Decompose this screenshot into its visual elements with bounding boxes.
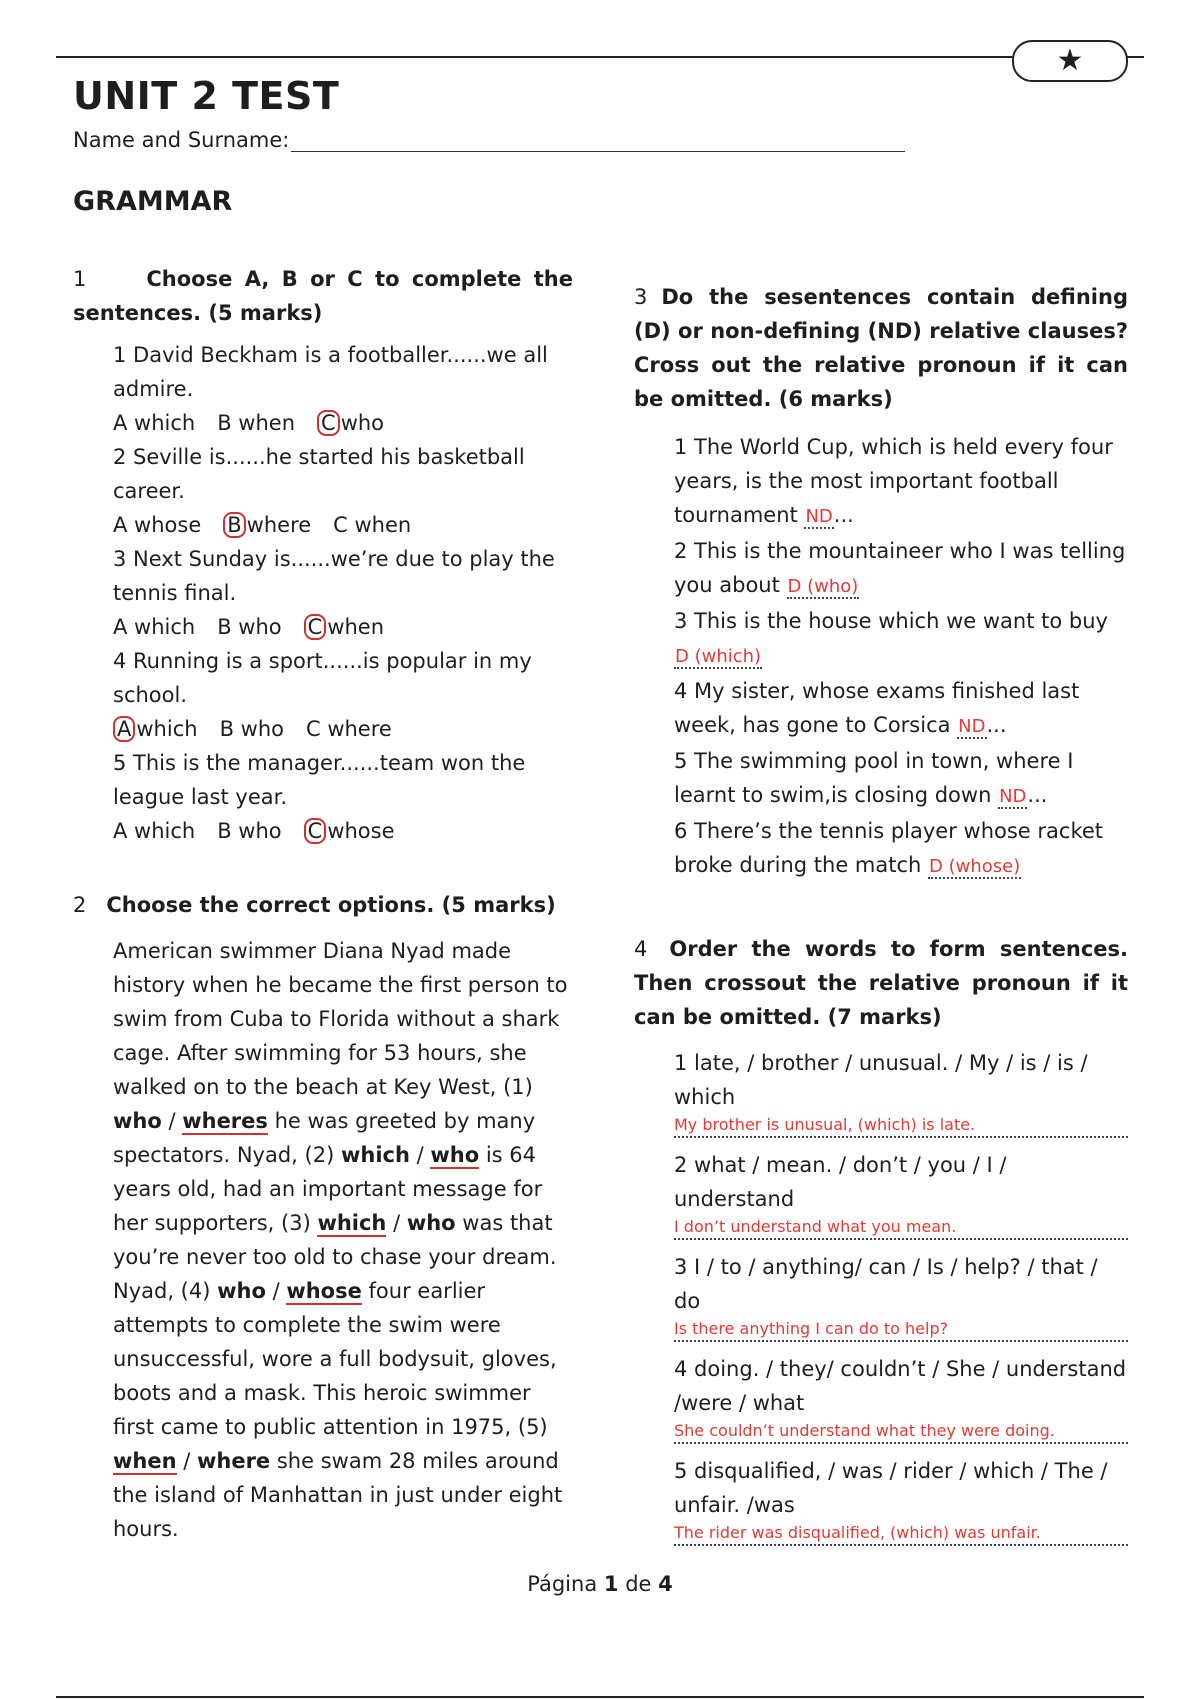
exercise-3-heading (634, 280, 1128, 416)
name-label: Name and Surname: (73, 128, 290, 152)
exercise-number: 1 (73, 267, 87, 291)
exercise-2-passage (73, 934, 573, 1546)
exercise-4-body (634, 1046, 1128, 1546)
option-a[interactable]: A which (113, 615, 196, 639)
option[interactable]: who (406, 1211, 456, 1235)
option-a[interactable]: A which (113, 819, 196, 843)
exercise-number: 2 (73, 893, 87, 917)
star-icon: ★ (1012, 40, 1128, 82)
selected-option[interactable]: whose (286, 1279, 362, 1303)
option-a[interactable]: A which (113, 411, 196, 435)
answer-field[interactable]: ND (805, 506, 833, 527)
sentence-item: 3 This is the house which we want to buy D (which) (674, 609, 1108, 667)
options-row (113, 712, 573, 746)
exercise-4-heading (634, 932, 1128, 1034)
option[interactable]: where (196, 1449, 271, 1473)
answer-line[interactable]: The rider was disqualified, (which) was unfair. (674, 1522, 1128, 1546)
word-prompt: 3 I / to / anything/ can / Is / help? / that / do (674, 1255, 1098, 1313)
exercise-2-heading (73, 888, 573, 922)
selected-option[interactable]: which (317, 1211, 387, 1235)
answer-circle-mark: B (223, 512, 245, 538)
sentence-item: 6 There’s the tennis player whose racket broke during the match D (whose) (674, 819, 1104, 877)
bottom-rule (56, 1696, 1144, 1698)
passage-text: American swimmer Diana Nyad made history when he became the first person to swim from Cuba to Florida without a shark cage. After swimming for 53 hours, she walked on to the beach at Key West, (1) who / wheres he was greeted by many spectators. Nyad, (2) which / who is 64 years old, had an important message for her supporters, (3) which / who was that you’re never too old to chase your dream. Nyad, (4) who / whose four earlier attempts to complete the swim were unsuccessful, wore a full bodysuit, gloves, boots and a mask. This heroic swimmer first came to public attention in 1975, (5) when / where she swam 28 miles around the island of Manhattan in just under eight hours. (113, 939, 568, 1541)
option-b[interactable]: B where (223, 508, 311, 542)
exercise-instruction: Do the sesentences contain defining (D) or non-defining (ND) relative clauses? Cross out the relative pronoun if it can be omitted. (6 marks) (634, 285, 1128, 411)
answer-line[interactable]: My brother is unusual, (which) is late. (674, 1114, 1128, 1138)
name-surname-row (73, 128, 905, 152)
sentence-item: 4 My sister, whose exams finished last week, has gone to Corsica ND... (674, 679, 1080, 737)
word-prompt: 5 disqualified, / was / rider / which / The / unfair. /was (674, 1459, 1108, 1517)
word-prompt: 2 what / mean. / don’t / you / I / understand (674, 1153, 1007, 1211)
exercise-1-heading (73, 262, 573, 330)
selected-option[interactable]: who (430, 1143, 480, 1167)
option-c[interactable]: C whose (304, 814, 395, 848)
page-number: Página 1 de 4 (527, 1572, 673, 1596)
exercise-1-body (73, 338, 573, 848)
option-b[interactable]: B who (217, 819, 282, 843)
answer-circle-mark: A (113, 716, 135, 742)
name-input-line[interactable] (291, 131, 905, 152)
page-title: UNIT 2 TEST (73, 74, 340, 118)
option[interactable]: which (340, 1143, 410, 1167)
answer-circle-mark: C (317, 410, 340, 436)
answer-field[interactable]: D (who) (787, 576, 859, 597)
word-prompt: 1 late, / brother / unusual. / My / is / is / which (674, 1051, 1088, 1109)
question: 1 David Beckham is a footballer......we all admire. (113, 343, 548, 401)
star-badge-tail (1128, 56, 1142, 58)
section-heading: GRAMMAR (73, 186, 233, 217)
question: 4 Running is a sport......is popular in my school. (113, 649, 532, 707)
option[interactable]: who (217, 1279, 266, 1303)
exercise-instruction: Choose the correct options. (5 marks) (106, 893, 556, 917)
option-a[interactable]: A whose (113, 513, 202, 537)
options-row (113, 610, 573, 644)
option-c[interactable]: C when (304, 610, 384, 644)
option-b[interactable]: B when (217, 411, 296, 435)
options-row (113, 406, 573, 440)
option-c[interactable]: C where (305, 717, 392, 741)
answer-line[interactable]: I don’t understand what you mean. (674, 1216, 1128, 1240)
option-b[interactable]: B who (219, 717, 284, 741)
answer-field[interactable]: D (whose) (929, 856, 1021, 877)
exercise-number: 4 (634, 937, 648, 961)
sentence-item: 5 The swimming pool in town, where I learnt to swim,is closing down ND... (674, 749, 1074, 807)
top-rule (56, 56, 1144, 58)
exercise-number: 3 (634, 285, 648, 309)
option-c[interactable]: C when (333, 513, 412, 537)
answer-line[interactable]: Is there anything I can do to help? (674, 1318, 1128, 1342)
left-column (73, 262, 573, 1546)
question: 3 Next Sunday is......we’re due to play the tennis final. (113, 547, 555, 605)
selected-option[interactable]: when (113, 1449, 177, 1473)
word-prompt: 4 doing. / they/ couldn’t / She / understand /were / what (674, 1357, 1127, 1415)
question: 5 This is the manager......team won the league last year. (113, 751, 526, 809)
options-row (113, 508, 573, 542)
answer-field[interactable]: ND (958, 716, 986, 737)
exercise-instruction: Order the words to form sentences. Then crossout the relative pronoun if it can be omitted. (7 marks) (634, 937, 1128, 1029)
selected-option[interactable]: wheres (182, 1109, 268, 1133)
exercise-3-body (634, 430, 1128, 884)
answer-circle-mark: C (304, 614, 327, 640)
sentence-item: 2 This is the mountaineer who I was telling you about D (who) (674, 539, 1126, 597)
option-c[interactable]: C who (317, 406, 384, 440)
answer-circle-mark: C (304, 818, 327, 844)
exercise-instruction: Choose A, B or C to complete the sentences. (5 marks) (73, 267, 573, 325)
option[interactable]: who (113, 1109, 162, 1133)
answer-field[interactable]: D (which) (675, 646, 762, 667)
sentence-item: 1 The World Cup, which is held every four years, is the most important football tournament ND... (674, 435, 1113, 527)
right-column (634, 280, 1128, 1556)
answer-field[interactable]: ND (999, 786, 1027, 807)
question: 2 Seville is......he started his basketball career. (113, 445, 525, 503)
option-a[interactable]: A which (113, 712, 198, 746)
options-row (113, 814, 573, 848)
option-b[interactable]: B who (217, 615, 282, 639)
answer-line[interactable]: She couldn’t understand what they were doing. (674, 1420, 1128, 1444)
